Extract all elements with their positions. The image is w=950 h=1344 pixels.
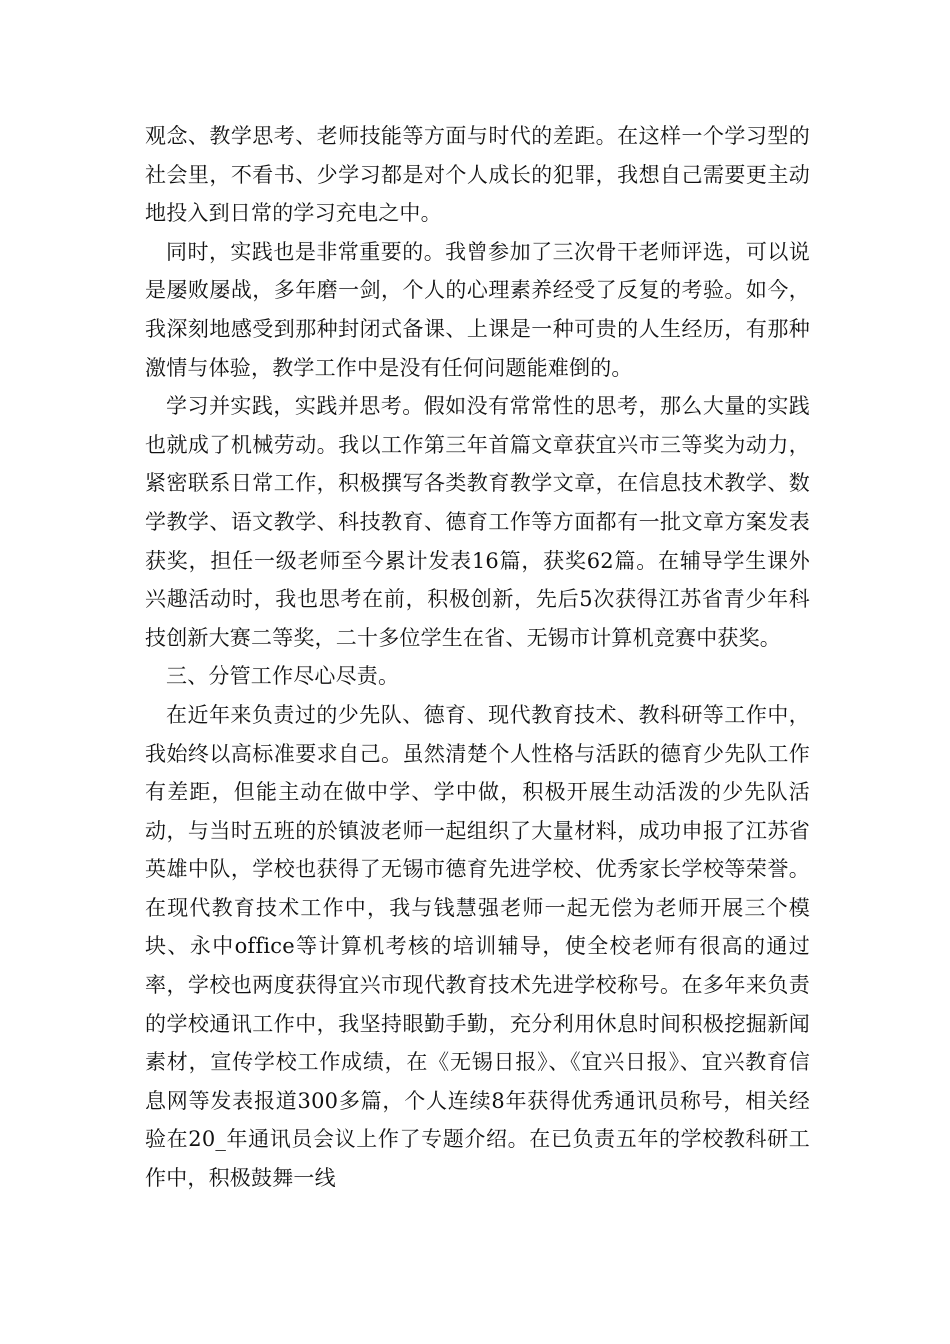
paragraph-study-and-practice: 学习并实践，实践并思考。假如没有常常性的思考，那么大量的实践也就成了机械劳动。我以工作第三年首篇文章获宜兴市三等奖为动力，紧密联系日常工作，积极撰写各类教育教学文章，在信息技术教学、数学教学、语文教学、科技教育、德育工作等方面都有一批文章方案发表获奖，担任一级老师至今累计发表16篇，获奖62篇。在辅导学生课外兴趣活动时，我也思考在前，积极创新，先后5次获得江苏省青少年科技创新大赛二等奖，二十多位学生在省、无锡市计算机竞赛中获奖。 <box>145 394 810 650</box>
paragraph-continued: 观念、教学思考、老师技能等方面与时代的差距。在这样一个学习型的社会里，不看书、少学习都是对个人成长的犯罪，我想自己需要更主动地投入到日常的学习充电之中。 <box>145 124 810 226</box>
section-heading: 三、分管工作尽心尽责。 <box>166 664 400 689</box>
document-body <box>145 117 810 1198</box>
paragraph-practice: 同时，实践也是非常重要的。我曾参加了三次骨干老师评选，可以说是屡败屡战，多年磨一剑，个人的心理素养经受了反复的考验。如今，我深刻地感受到那种封闭式备课、上课是一种可贵的人生经历，有那种激情与体验，教学工作中是没有任何问题能难倒的。 <box>145 239 810 380</box>
paragraph-management-work: 在近年来负责过的少先队、德育、现代教育技术、教科研等工作中，我始终以高标准要求自己。虽然清楚个人性格与活跃的德育少先队工作有差距，但能主动在做中学、学中做，积极开展生动活泼的少先队活动，与当时五班的於镇波老师一起组织了大量材料，成功申报了江苏省英雄中队，学校也获得了无锡市德育先进学校、优秀家长学校等荣誉。在现代教育技术工作中，我与钱慧强老师一起无偿为老师开展三个模块、永中office等计算机考核的培训辅导，使全校老师有很高的通过率，学校也两度获得宜兴市现代教育技术先进学校称号。在多年来负责的学校通讯工作中，我坚持眼勤手勤，充分利用休息时间积极挖掘新闻素材，宣传学校工作成绩，在《无锡日报》、《宜兴日报》、宜兴教育信息网等发表报道300多篇，个人连续8年获得优秀通讯员称号，相关经验在20_年通讯员会议上作了专题介绍。在已负责五年的学校教科研工作中，积极鼓舞一线 <box>145 702 810 1191</box>
